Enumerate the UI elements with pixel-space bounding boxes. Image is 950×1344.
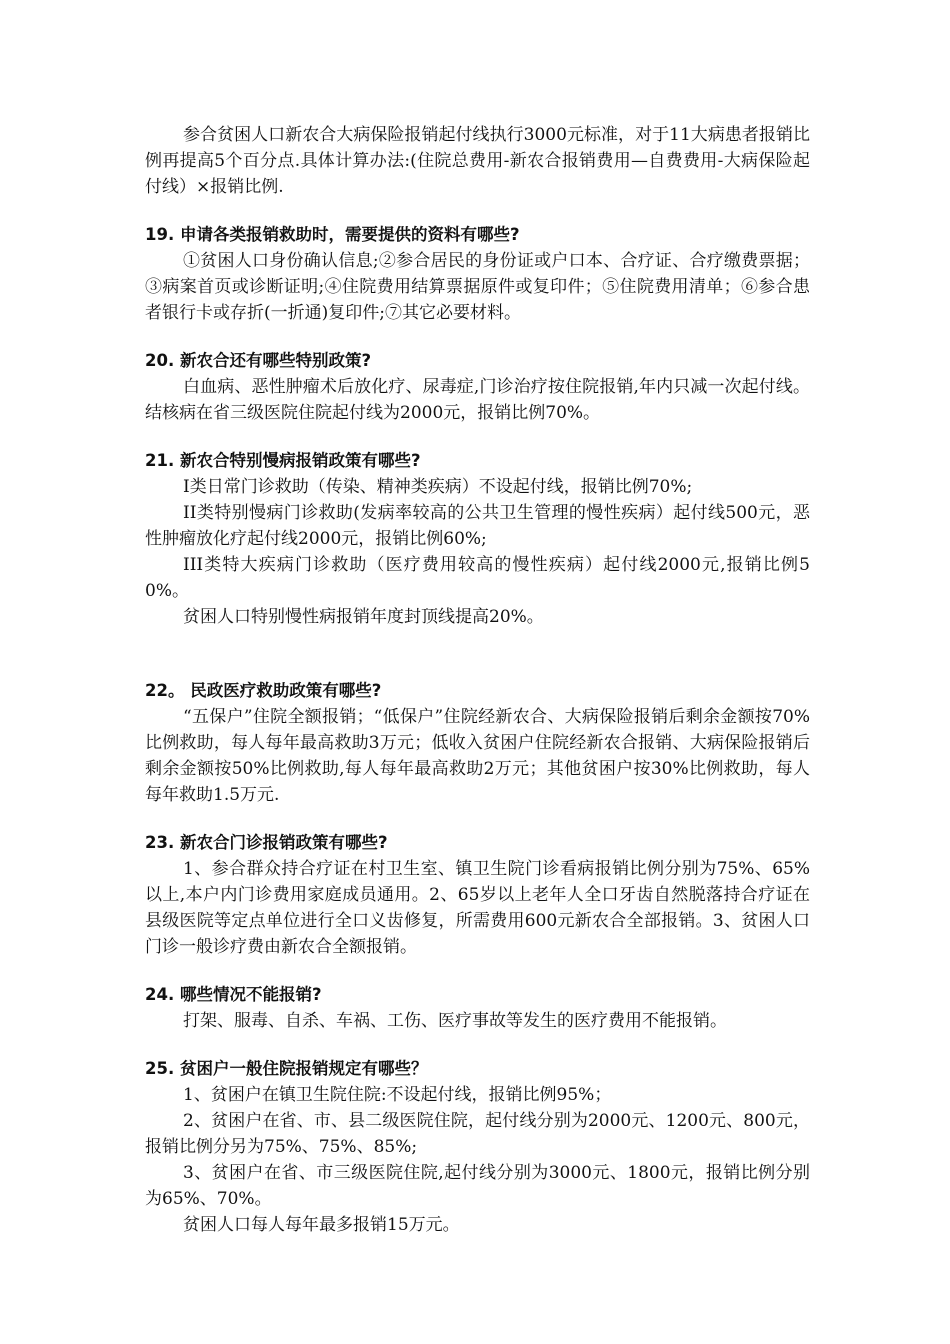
document-page xyxy=(145,122,810,1238)
section-paragraph: 3、贫困户在省、市三级医院住院,起付线分别为3000元、1800元，报销比例分别为65%、70%。 xyxy=(145,1163,810,1209)
section-paragraph: I类日常门诊救助（传染、精神类疾病）不设起付线，报销比例70%; xyxy=(183,477,693,497)
section-20 xyxy=(145,348,810,426)
section-paragraph: ①贫困人口身份确认信息;②参合居民的身份证或户口本、合疗证、合疗缴费票据；③病案首页或诊断证明;④住院费用结算票据原件或复印件；⑤住院费用清单；⑥参合患者银行卡或存折(一折通)复印件;⑦其它必要材料。 xyxy=(145,251,810,323)
section-heading: 24. 哪些情况不能报销? xyxy=(145,985,322,1004)
section-heading: 22。 民政医疗救助政策有哪些? xyxy=(145,681,382,700)
section-paragraph: 2、贫困户在省、市、县二级医院住院，起付线分别为2000元、1200元、800元，报销比例分另为75%、75%、85%; xyxy=(145,1111,810,1157)
section-paragraph: II类特别慢病门诊救助(发病率较高的公共卫生管理的慢性疾病）起付线500元，恶性肿瘤放化疗起付线2000元，报销比例60%; xyxy=(145,503,810,549)
section-25 xyxy=(145,1056,810,1238)
section-heading: 23. 新农合门诊报销政策有哪些? xyxy=(145,833,388,852)
section-heading: 20. 新农合还有哪些特别政策? xyxy=(145,351,372,370)
section-paragraph: 白血病、恶性肿瘤术后放化疗、尿毒症,门诊治疗按住院报销,年内只减一次起付线。结核病在省三级医院住院起付线为2000元，报销比例70%。 xyxy=(145,377,810,423)
section-paragraph: 1、参合群众持合疗证在村卫生室、镇卫生院门诊看病报销比例分别为75%、65%以上,本户内门诊费用家庭成员通用。2、65岁以上老年人全口牙齿自然脱落持合疗证在县级医院等定点单位进行全口义齿修复，所需费用600元新农合全部报销。3、贫困人口门诊一般诊疗费由新农合全额报销。 xyxy=(145,859,810,957)
section-23 xyxy=(145,830,810,960)
section-19 xyxy=(145,222,810,326)
section-paragraph: 打架、服毒、自杀、车祸、工伤、医疗事故等发生的医疗费用不能报销。 xyxy=(183,1011,727,1031)
intro-paragraph: 参合贫困人口新农合大病保险报销起付线执行3000元标准，对于11大病患者报销比例再提高5个百分点.具体计算办法:(住院总费用-新农合报销费用—自费费用-大病保险起付线）×报销比例. xyxy=(145,125,810,197)
section-paragraph: III类特大疾病门诊救助（医疗费用较高的慢性疾病）起付线2000元,报销比例50%。 xyxy=(145,555,810,601)
section-heading: 19. 申请各类报销救助时，需要提供的资料有哪些? xyxy=(145,225,520,244)
section-paragraph: 贫困人口特别慢性病报销年度封顶线提高20%。 xyxy=(183,607,544,627)
section-paragraph: 1、贫困户在镇卫生院住院:不设起付线，报销比例95%； xyxy=(183,1085,612,1105)
section-24 xyxy=(145,982,810,1034)
section-heading: 25. 贫困户一般住院报销规定有哪些？ xyxy=(145,1059,428,1078)
section-paragraph: “五保户”住院全额报销；“低保户”住院经新农合、大病保险报销后剩余金额按70%比例救助，每人每年最高救助3万元；低收入贫困户住院经新农合报销、大病保险报销后剩余金额按50%比例救助,每人每年最高救助2万元；其他贫困户按30%比例救助，每人每年救助1.5万元. xyxy=(145,707,810,805)
section-paragraph: 贫困人口每人每年最多报销15万元。 xyxy=(183,1215,460,1235)
section-heading: 21. 新农合特别慢病报销政策有哪些? xyxy=(145,451,421,470)
section-21 xyxy=(145,448,810,630)
section-22 xyxy=(145,678,810,808)
